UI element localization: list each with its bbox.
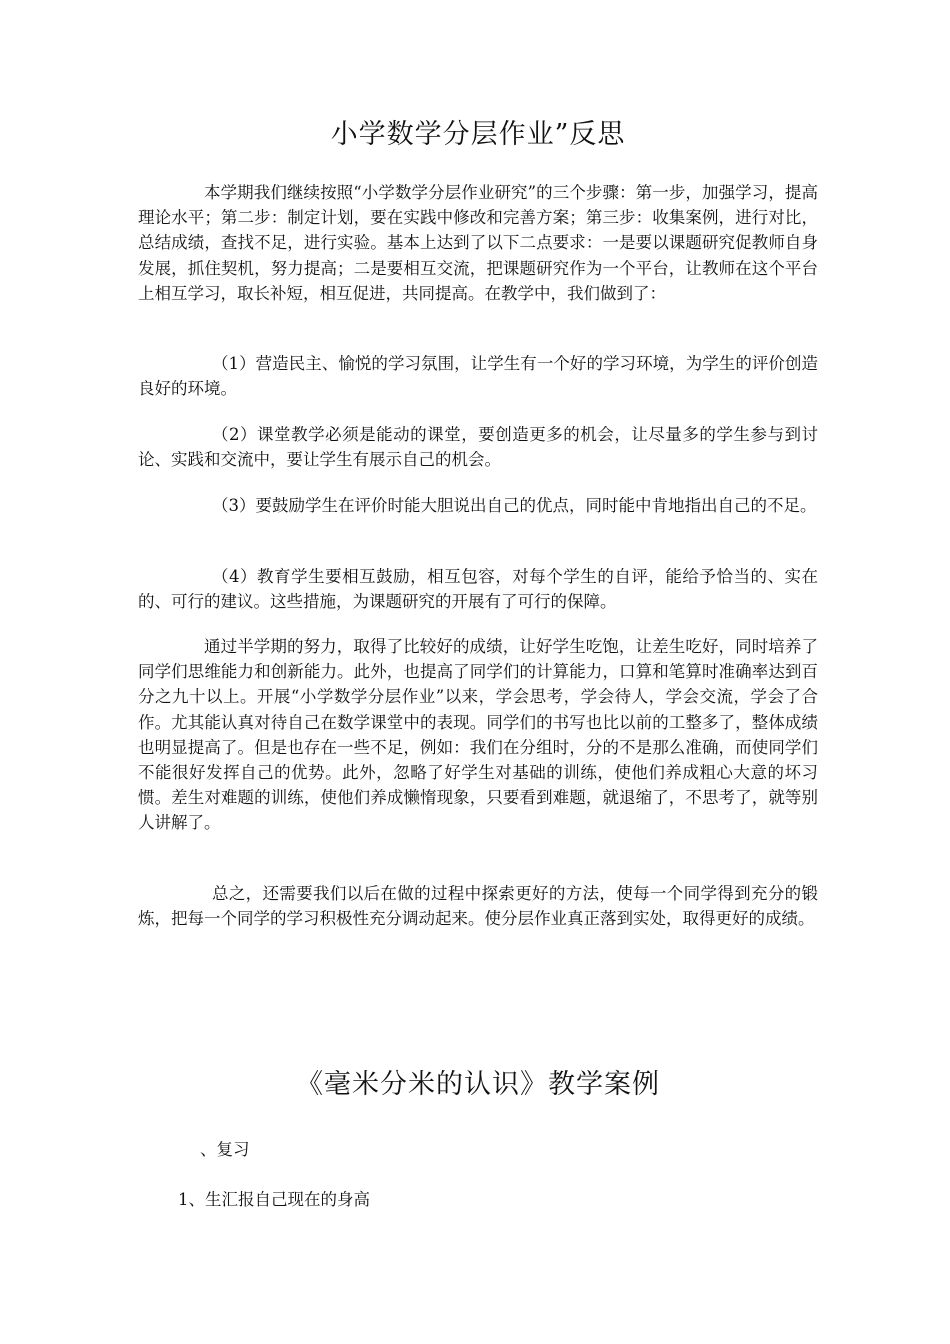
step-report-height: 1、生汇报自己现在的身高 xyxy=(178,1190,370,1209)
article-title-case: 《毫米分米的认识》教学案例 xyxy=(296,1069,660,1100)
list-item-4: （4）教育学生要相互鼓励，相互包容，对每个学生的自评，能给予恰当的、实在的、可行的建议。这些措施，为课题研究的开展有了可行的保障。 xyxy=(138,567,818,612)
article-title-reflection: 小学数学分层作业”反思 xyxy=(330,119,626,150)
results-paragraph: 通过半学期的努力，取得了比较好的成绩，让好学生吃饱，让差生吃好，同时培养了同学们思维能力和创新能力。此外，也提高了同学们的计算能力，口算和笔算时准确率达到百分之九十以上。开展“小学数学分层作业”以来，学会思考，学会待人，学会交流，学会了合作。尤其能认真对待自己在数学课堂中的表现。同学们的书写也比以前的工整多了，整体成绩也明显提高了。但是也存在一些不足，例如：我们在分组时，分的不是那么准确，而使同学们不能很好发挥自己的优势。此外，忽略了好学生对基础的训练，使他们养成粗心大意的坏习惯。差生对难题的训练，使他们养成懒惰现象，只要看到难题，就退缩了，不思考了，就等别人讲解了。 xyxy=(138,637,818,833)
list-item-3: （3）要鼓励学生在评价时能大胆说出自己的优点，同时能中肯地指出自己的不足。 xyxy=(212,496,817,515)
section-review: 、复习 xyxy=(200,1140,250,1159)
conclusion-paragraph: 总之，还需要我们以后在做的过程中探索更好的方法，使每一个同学得到充分的锻炼，把每一个同学的学习积极性充分调动起来。使分层作业真正落到实处，取得更好的成绩。 xyxy=(138,884,818,929)
intro-paragraph: 本学期我们继续按照“小学数学分层作业研究”的三个步骤：第一步，加强学习，提高理论水平；第二步：制定计划，要在实践中修改和完善方案；第三步：收集案例，进行对比，总结成绩，查找不足，进行实验。基本上达到了以下二点要求：一是要以课题研究促教师自身发展，抓住契机，努力提高；二是要相互交流，把课题研究作为一个平台，让教师在这个平台上相互学习，取长补短，相互促进，共同提高。在教学中，我们做到了： xyxy=(138,183,818,303)
list-item-1: （1）营造民主、愉悦的学习氛围，让学生有一个好的学习环境，为学生的评价创造良好的环境。 xyxy=(138,354,818,399)
list-item-2: （2）课堂教学必须是能动的课堂，要创造更多的机会，让尽量多的学生参与到讨论、实践和交流中，要让学生有展示自己的机会。 xyxy=(138,425,818,470)
